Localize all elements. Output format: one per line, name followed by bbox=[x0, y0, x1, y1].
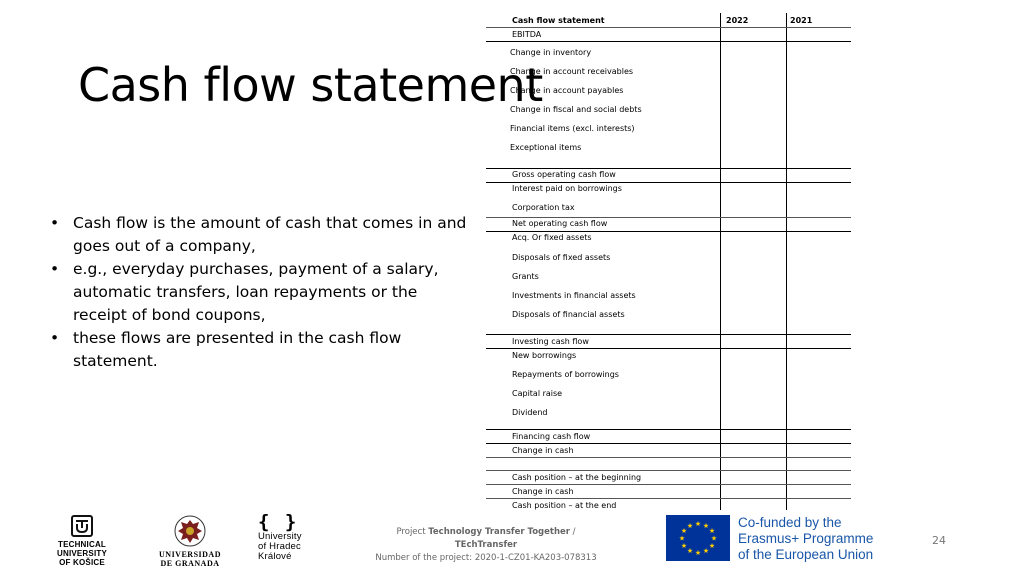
svg-text:★: ★ bbox=[680, 542, 688, 550]
uhk-logo bbox=[258, 512, 328, 562]
table-row-label: Acq. Or fixed assets bbox=[512, 233, 592, 242]
tuke-name-line: OF KOŠICE bbox=[59, 558, 105, 567]
table-row-label: Gross operating cash flow bbox=[512, 170, 616, 179]
table-divider bbox=[486, 168, 851, 169]
bullet-item: • e.g., everyday purchases, payment of a salary, automatic transfers, loan repayments or the receipt of bond coupons, bbox=[50, 258, 470, 327]
svg-text:★: ★ bbox=[694, 520, 702, 528]
table-divider bbox=[486, 41, 851, 42]
svg-text:★: ★ bbox=[678, 534, 686, 543]
table-row-label: Investing cash flow bbox=[512, 337, 589, 346]
tuke-emblem-icon bbox=[71, 515, 93, 537]
ugr-crest-icon bbox=[173, 514, 207, 548]
table-row-label: Repayments of borrowings bbox=[512, 370, 619, 379]
eu-cofunding-text bbox=[738, 515, 873, 563]
project-number: Number of the project: 2020-1-CZ01-KA203-078313 bbox=[375, 553, 597, 563]
table-row-label: Change in cash bbox=[512, 487, 574, 496]
svg-text:★: ★ bbox=[702, 547, 710, 555]
svg-text:★: ★ bbox=[702, 522, 710, 530]
table-divider bbox=[486, 27, 851, 28]
tuke-logo bbox=[34, 515, 130, 567]
table-row-label: New borrowings bbox=[512, 351, 577, 360]
table-row-label: Grants bbox=[512, 272, 539, 281]
eu-text-line: Erasmus+ Programme bbox=[738, 531, 874, 546]
eu-text-line: of the European Union bbox=[738, 547, 874, 562]
table-divider bbox=[486, 443, 851, 444]
table-divider bbox=[486, 470, 851, 471]
table-row-label: Change in inventory bbox=[510, 48, 592, 57]
table-row-label: Disposals of fixed assets bbox=[512, 253, 611, 262]
uhk-name-line: University bbox=[258, 531, 302, 542]
table-divider bbox=[486, 182, 851, 183]
project-separator: / bbox=[569, 527, 576, 537]
svg-text:★: ★ bbox=[710, 534, 718, 543]
ugr-name-line: DE GRANADA bbox=[160, 559, 220, 568]
eu-flag-icon bbox=[666, 515, 730, 561]
table-divider bbox=[486, 457, 851, 458]
table-header-2022: 2022 bbox=[726, 16, 749, 25]
svg-text:★: ★ bbox=[708, 542, 716, 550]
svg-text:★: ★ bbox=[686, 547, 694, 555]
table-row-label: Financial items (excl. interests) bbox=[510, 124, 635, 133]
svg-text:★: ★ bbox=[694, 549, 702, 557]
table-row-label: Disposals of financial assets bbox=[512, 310, 625, 319]
ugr-logo bbox=[156, 514, 224, 568]
table-divider bbox=[486, 498, 851, 499]
table-divider bbox=[486, 484, 851, 485]
tuke-name-line: TECHNICAL UNIVERSITY bbox=[56, 540, 107, 558]
table-row-label: Financing cash flow bbox=[512, 432, 591, 441]
table-row-label: Net operating cash flow bbox=[512, 219, 608, 228]
table-row-label: Capital raise bbox=[512, 389, 563, 398]
project-acronym: TEchTransfer bbox=[454, 540, 518, 550]
table-row-label: Change in cash bbox=[512, 446, 574, 455]
table-row-label: Change in account receivables bbox=[510, 67, 634, 76]
table-row-label: Change in fiscal and social debts bbox=[510, 105, 642, 114]
project-title-line bbox=[368, 526, 604, 552]
uhk-name-line: of Hradec bbox=[258, 541, 301, 552]
table-divider bbox=[486, 348, 851, 349]
table-header-2021: 2021 bbox=[790, 16, 813, 25]
table-row-label: Exceptional items bbox=[510, 143, 582, 152]
bullet-item: • these flows are presented in the cash flow statement. bbox=[50, 327, 470, 373]
project-footer bbox=[368, 526, 604, 565]
table-row-label: EBITDA bbox=[512, 30, 542, 39]
table-row-label: Investments in financial assets bbox=[512, 291, 636, 300]
table-row-label: Cash position – at the end bbox=[512, 501, 617, 510]
uhk-name-line: Králové bbox=[258, 551, 292, 562]
project-prefix: Project bbox=[396, 527, 429, 537]
svg-text:★: ★ bbox=[686, 522, 694, 530]
table-column-divider bbox=[720, 13, 721, 510]
table-divider bbox=[486, 231, 851, 232]
table-row-label: Change in account payables bbox=[510, 86, 624, 95]
ugr-name-line: UNIVERSIDAD bbox=[159, 550, 221, 559]
table-header-title: Cash flow statement bbox=[512, 16, 605, 25]
svg-text:★: ★ bbox=[680, 527, 688, 535]
eu-text-line: Co-funded by the bbox=[738, 515, 842, 530]
table-column-divider bbox=[786, 13, 787, 510]
table-row-label: Corporation tax bbox=[512, 203, 575, 212]
svg-text:★: ★ bbox=[708, 527, 716, 535]
table-row-label: Cash position – at the beginning bbox=[512, 473, 642, 482]
uhk-braces-icon: { } bbox=[258, 511, 299, 533]
page-number: 24 bbox=[932, 534, 946, 547]
table-divider bbox=[486, 334, 851, 335]
bullet-item: • Cash flow is the amount of cash that comes in and goes out of a company, bbox=[50, 212, 470, 258]
bullet-list bbox=[50, 212, 470, 373]
table-row-label: Dividend bbox=[512, 408, 548, 417]
table-divider bbox=[486, 429, 851, 430]
project-name: Technology Transfer Together bbox=[428, 527, 570, 537]
table-divider bbox=[486, 217, 851, 218]
table-row-label: Interest paid on borrowings bbox=[512, 184, 622, 193]
slide-title: Cash flow statement bbox=[78, 58, 543, 112]
